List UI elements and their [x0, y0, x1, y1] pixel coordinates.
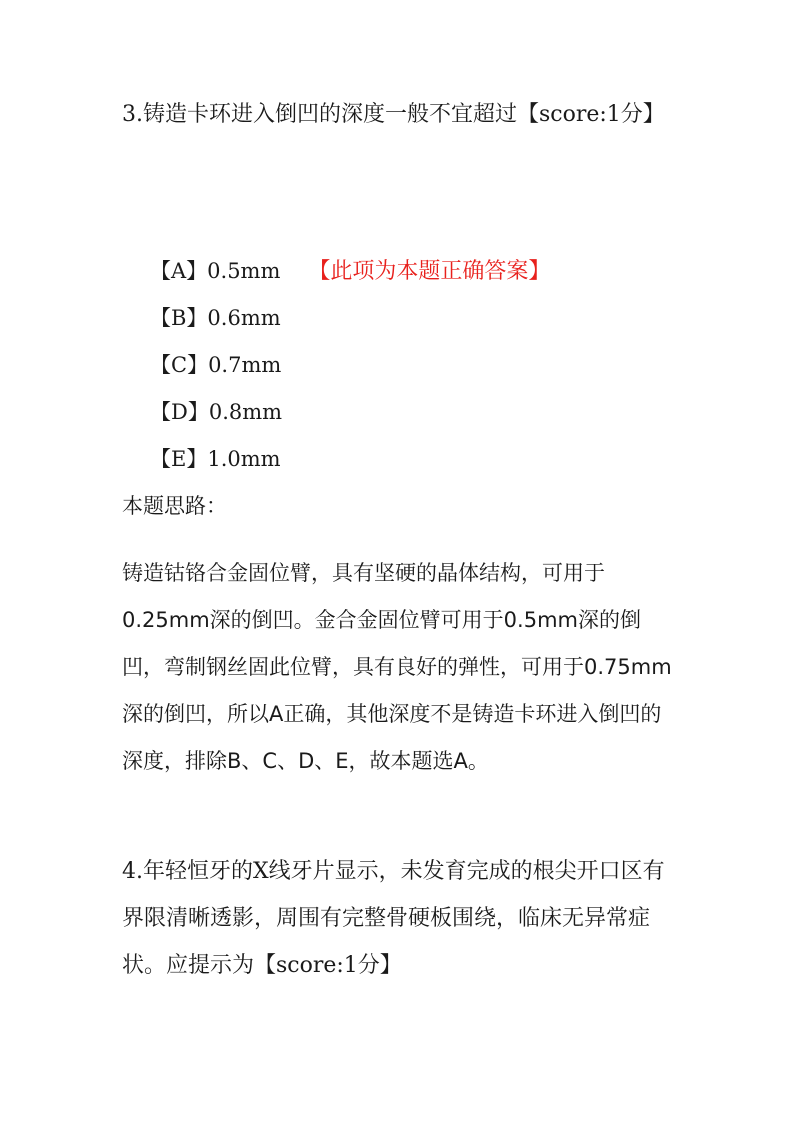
option-c-text: 【C】0.7mm — [150, 353, 282, 377]
option-c — [150, 342, 550, 389]
option-a-text: 【A】0.5mm — [150, 259, 281, 283]
explanation-text: 铸造钴铬合金固位臂，具有坚硬的晶体结构，可用于0.25mm深的倒凹。金合金固位臂可用于0.5mm深的倒凹，弯制钢丝固此位臂，具有良好的弹性，可用于0.75mm深的倒凹，所以A正确，其他深度不是铸造卡环进入倒凹的深度，排除B、C、D、E，故本题选A。 — [122, 561, 672, 773]
option-a — [150, 248, 550, 295]
question-4-stem: 4.年轻恒牙的X线牙片显示，未发育完成的根尖开口区有界限清晰透影，周围有完整骨硬板围绕，临床无异常症状。应提示为【score:1分】 — [122, 859, 665, 978]
question-3-stem: 3.铸造卡环进入倒凹的深度一般不宜超过【score:1分】 — [122, 102, 665, 127]
option-d — [150, 389, 550, 436]
explanation-heading: 本题思路： — [122, 494, 227, 518]
option-b-text: 【B】0.6mm — [150, 306, 281, 330]
option-e-text: 【E】1.0mm — [150, 447, 281, 471]
option-e — [150, 436, 550, 483]
option-d-text: 【D】0.8mm — [150, 400, 283, 424]
question-3-options — [150, 248, 550, 483]
correct-answer-tag: 【此项为本题正确答案】 — [308, 259, 551, 284]
option-b — [150, 295, 550, 342]
